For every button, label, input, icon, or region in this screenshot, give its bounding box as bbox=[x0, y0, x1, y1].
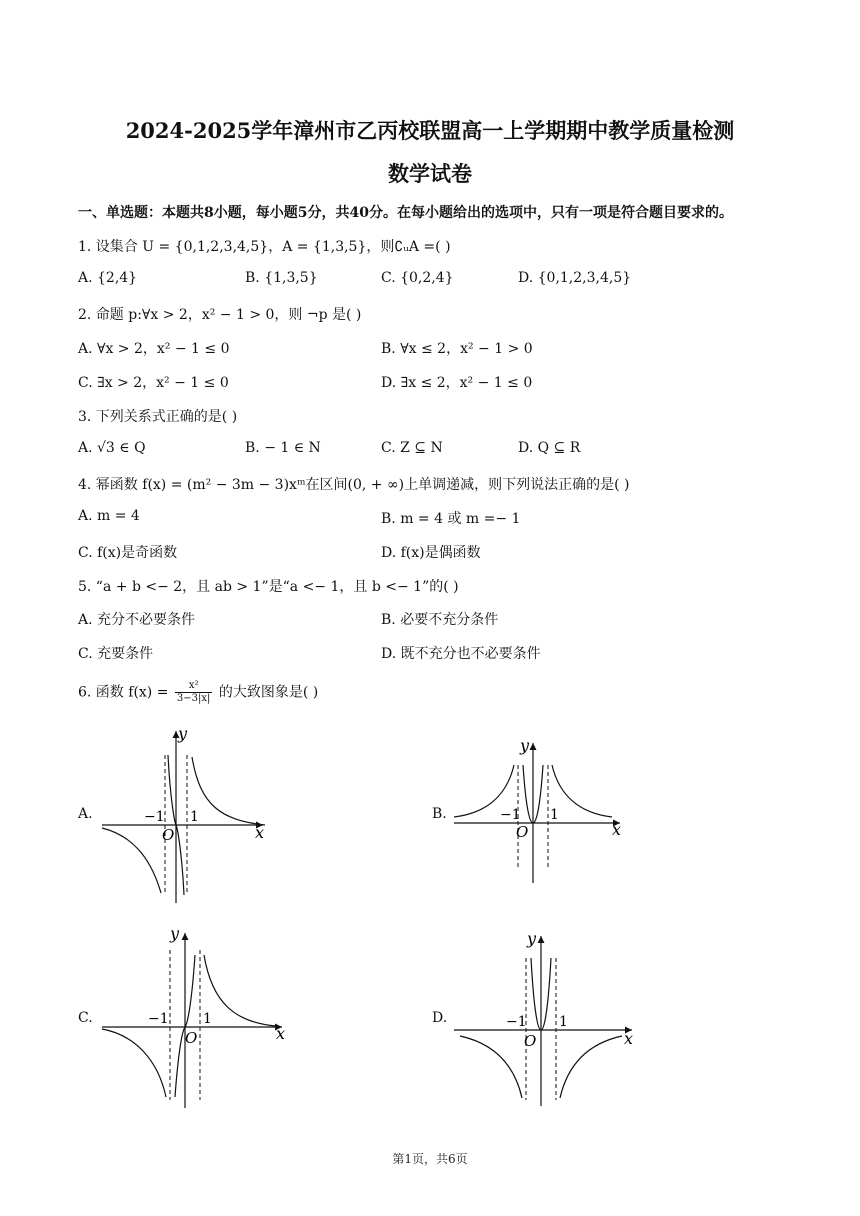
question-1-stem: 1. 设集合 U = {0,1,2,3,4,5}，A = {1,3,5}，则∁ᵤA =( ) bbox=[78, 239, 451, 255]
tick-1: 1 bbox=[559, 1014, 568, 1030]
q6-fraction-denominator: 3−3|x| bbox=[176, 693, 211, 704]
section-heading: 一、单选题：本题共8小题，每小题5分，共40分。在每小题给出的选项中，只有一项是符合题目要求的。 bbox=[78, 205, 733, 221]
origin-label: O bbox=[524, 1032, 537, 1050]
q5-option-c: C. 充要条件 bbox=[78, 646, 154, 662]
q3-option-c: C. Z ⊆ N bbox=[381, 440, 443, 456]
question-2-stem: 2. 命题 p:∀x > 2，x² − 1 > 0，则 ¬p 是( ) bbox=[78, 307, 362, 323]
graph-c bbox=[100, 925, 295, 1110]
tick-neg1: −1 bbox=[506, 1014, 527, 1030]
q6-fraction-numerator: x² bbox=[175, 680, 212, 693]
question-3-stem: 3. 下列关系式正确的是( ) bbox=[78, 409, 238, 425]
q1-option-d: D. {0,1,2,3,4,5} bbox=[518, 270, 632, 286]
tick-neg1: −1 bbox=[144, 809, 165, 825]
graph-b bbox=[452, 735, 632, 885]
graph-d bbox=[452, 928, 642, 1108]
curve-right bbox=[552, 765, 612, 817]
tick-1: 1 bbox=[203, 1011, 212, 1027]
y-axis-label: y bbox=[178, 725, 188, 743]
q1-option-a: A. {2,4} bbox=[78, 270, 138, 286]
q2-option-b: B. ∀x ≤ 2，x² − 1 > 0 bbox=[381, 341, 533, 357]
curve-left bbox=[102, 828, 161, 893]
question-6-stem bbox=[78, 680, 318, 705]
origin-label: O bbox=[162, 826, 175, 844]
q4-option-c: C. f(x)是奇函数 bbox=[78, 545, 178, 561]
tick-1: 1 bbox=[190, 809, 199, 825]
q2-option-d: D. ∃x ≤ 2，x² − 1 ≤ 0 bbox=[381, 375, 533, 391]
q4-option-b: B. m = 4 或 m =− 1 bbox=[381, 511, 521, 527]
question-4-stem: 4. 幂函数 f(x) = (m² − 3m − 3)xᵐ在区间(0, + ∞)上单调递减，则下列说法正确的是( ) bbox=[78, 477, 630, 493]
q5-option-b: B. 必要不充分条件 bbox=[381, 612, 499, 628]
page-footer: 第1页，共6页 bbox=[392, 1152, 468, 1166]
q3-option-a: A. √3 ∈ Q bbox=[78, 440, 146, 456]
q1-option-c: C. {0,2,4} bbox=[381, 270, 454, 286]
q2-option-a: A. ∀x > 2，x² − 1 ≤ 0 bbox=[78, 341, 230, 357]
y-axis-label: y bbox=[170, 925, 180, 943]
q1-option-b: B. {1,3,5} bbox=[245, 270, 318, 286]
q6-fraction bbox=[175, 680, 212, 705]
origin-label: O bbox=[516, 823, 529, 841]
tick-1: 1 bbox=[550, 807, 559, 823]
x-axis-label: x bbox=[624, 1029, 634, 1048]
q5-option-a: A. 充分不必要条件 bbox=[78, 612, 196, 628]
curve-right bbox=[204, 955, 275, 1026]
x-axis-label: x bbox=[612, 820, 622, 839]
exam-subtitle: 数学试卷 bbox=[388, 161, 472, 186]
q6-option-c-label: C. bbox=[78, 1010, 93, 1026]
graph-a bbox=[100, 725, 280, 905]
tick-neg1: −1 bbox=[148, 1011, 169, 1027]
origin-label: O bbox=[185, 1029, 198, 1047]
q6-option-d-label: D. bbox=[432, 1010, 448, 1026]
curve-left bbox=[102, 1029, 166, 1097]
curve-left bbox=[460, 1036, 522, 1098]
x-axis-label: x bbox=[255, 823, 265, 842]
q3-option-d: D. Q ⊆ R bbox=[518, 440, 581, 456]
y-axis-label: y bbox=[520, 736, 530, 755]
curve-right bbox=[560, 1036, 622, 1098]
q6-stem-suffix: 的大致图象是( ) bbox=[218, 684, 319, 701]
curve-right bbox=[192, 757, 265, 825]
x-axis-label: x bbox=[276, 1024, 286, 1043]
q5-option-d: D. 既不充分也不必要条件 bbox=[381, 646, 541, 662]
q4-option-d: D. f(x)是偶函数 bbox=[381, 545, 481, 561]
question-5-stem: 5. “a + b <− 2，且 ab > 1”是“a <− 1，且 b <− 1”的( ) bbox=[78, 579, 459, 595]
q4-option-a: A. m = 4 bbox=[78, 508, 140, 524]
tick-neg1: −1 bbox=[500, 807, 521, 823]
q3-option-b: B. − 1 ∈ N bbox=[245, 440, 321, 456]
q6-option-b-label: B. bbox=[432, 806, 447, 822]
q2-option-c: C. ∃x > 2，x² − 1 ≤ 0 bbox=[78, 375, 229, 391]
y-axis-label: y bbox=[527, 929, 537, 948]
exam-title: 2024-2025学年漳州市乙丙校联盟高一上学期期中教学质量检测 bbox=[125, 118, 735, 143]
q6-stem-prefix: 6. 函数 f(x) = bbox=[78, 684, 169, 701]
q6-option-a-label: A. bbox=[78, 806, 93, 822]
